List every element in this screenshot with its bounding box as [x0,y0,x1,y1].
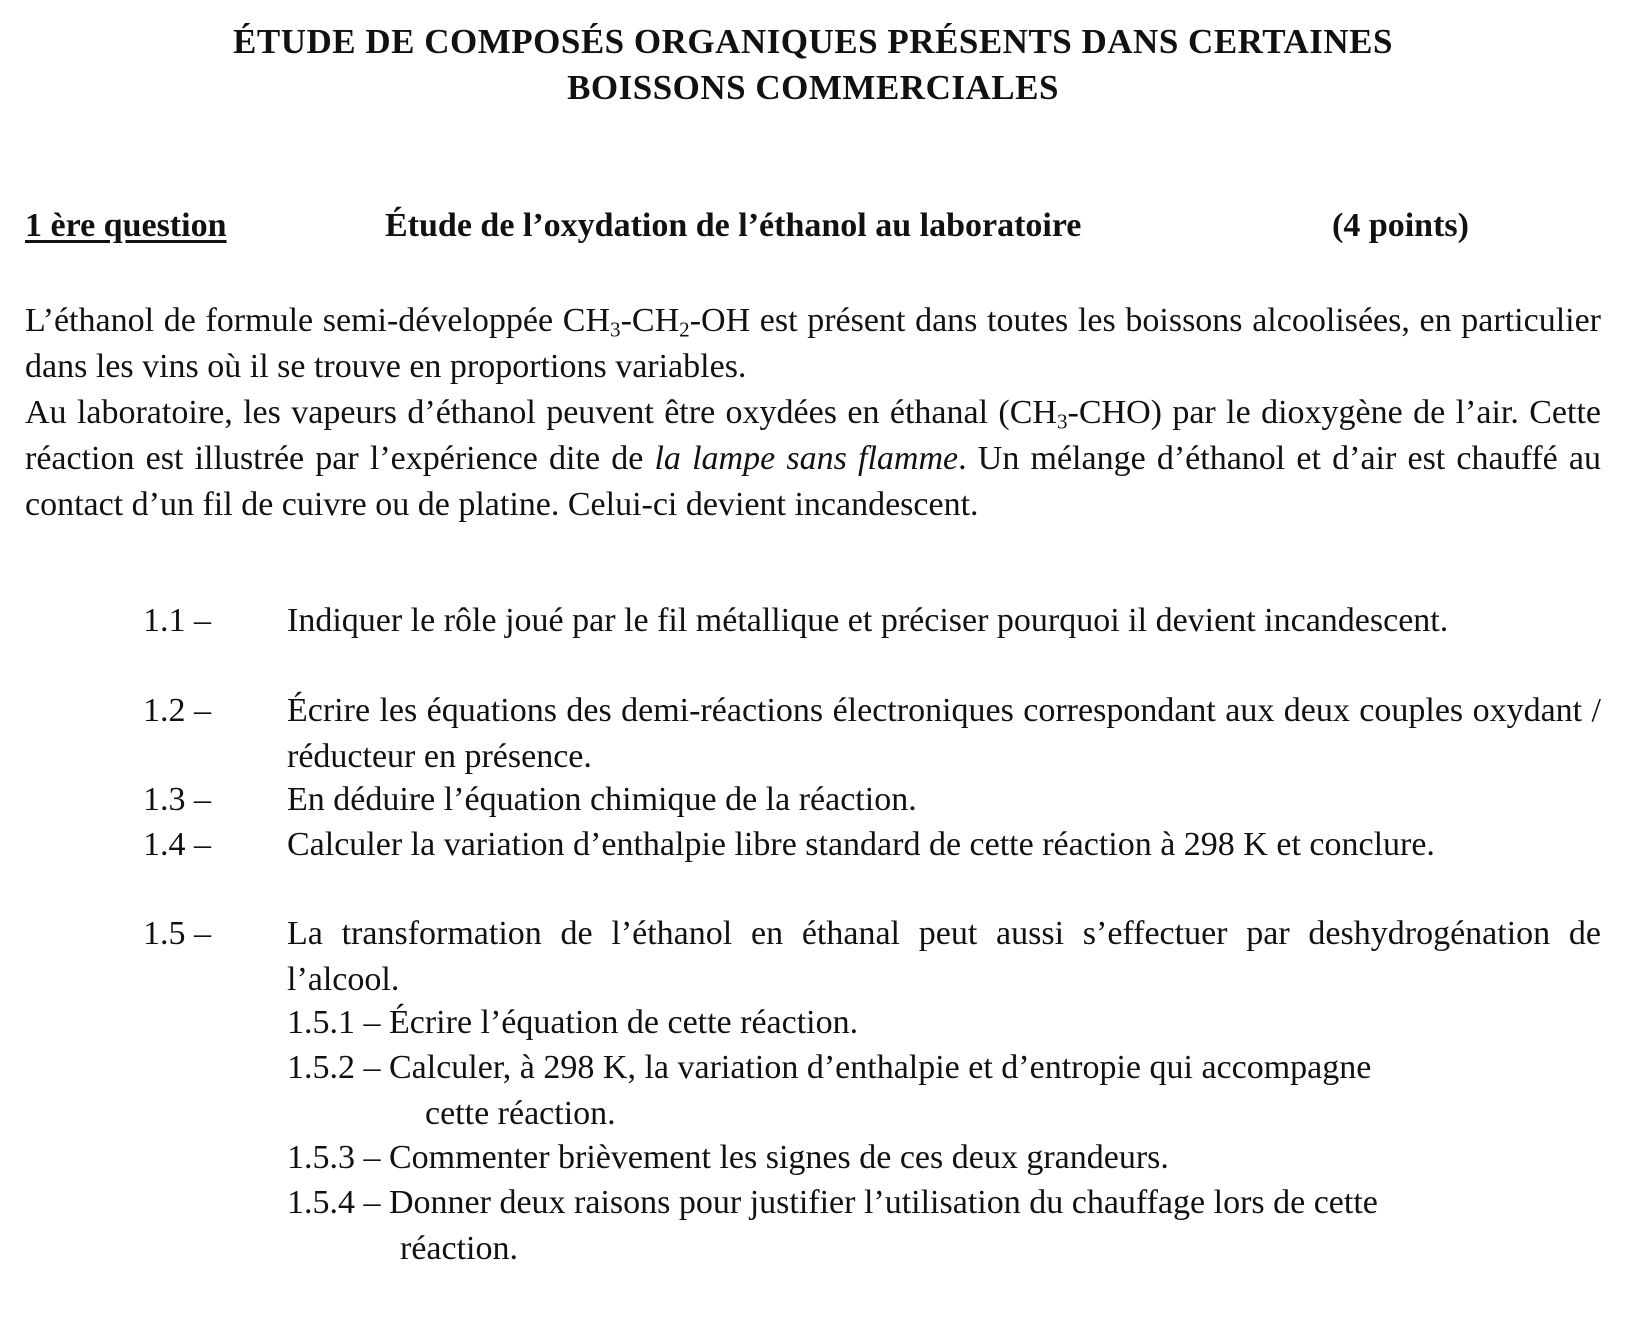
intro-p2-italic-phrase: la lampe sans flamme [654,440,959,477]
sub-item-text: 1.5.4 – Donner deux raisons pour justifier l’utilisation du chauffage lors de cette [287,1184,1378,1221]
sub-item-text: 1.5.3 – Commenter brièvement les signes de ces deux grandeurs. [287,1139,1169,1176]
item-text: Calculer la variation d’enthalpie libre standard de cette réaction à 298 K et conclure. [287,826,1435,863]
sub-item-text: 1.5.2 – Calculer, à 298 K, la variation d’enthalpie et d’entropie qui accompagne [287,1049,1372,1086]
intro-p1-subscript-2: 2 [679,317,690,342]
intro-p1-part-a: L’éthanol de formule semi-développée CH [25,302,611,339]
sub-item-continuation: cette réaction. [425,1095,616,1132]
question-points: (4 points) [1332,207,1469,244]
sub-item-text: 1.5.1 – Écrire l’équation de cette réaction. [287,1004,859,1041]
item-number: 1.5 – [143,915,211,952]
item-number: 1.1 – [143,602,211,639]
document-title-line1: ÉTUDE DE COMPOSÉS ORGANIQUES PRÉSENTS DANS CERTAINES [233,22,1393,61]
intro-paragraph-1 [25,298,1601,390]
sub-item-continuation: réaction. [400,1230,518,1267]
sub-list-item [287,1135,1601,1181]
intro-p2-subscript-1: 3 [1056,409,1068,434]
intro-p1-subscript-1: 3 [610,317,621,342]
item-text: La transformation de l’éthanol en éthanal peut aussi s’effectuer par deshydrogénation de l’alcool. [287,915,1601,998]
item-text: Écrire les équations des demi-réactions électroniques correspondant aux deux couples oxydant / réducteur en présence. [287,692,1601,775]
sub-list-item [287,1045,1601,1132]
question-number: 1 ère question [25,207,227,244]
sub-list-item [287,1000,1601,1046]
item-number: 1.3 – [143,781,211,818]
document-title-line2: BOISSONS COMMERCIALES [567,68,1059,107]
intro-paragraph-2 [25,390,1601,528]
intro-p1-part-c: -OH est présent dans toutes les boissons alcoolisées, en particulier dans les vins où il se trouve en proportions variables. [25,302,1601,385]
intro-p2-part-a: Au laboratoire, les vapeurs d’éthanol peuvent être oxydées en éthanal (CH [25,394,1057,431]
intro-p1-part-b: -CH [620,302,680,339]
item-number: 1.4 – [143,826,211,863]
intro-p2-part-c: . Un mélange d’éthanol et d’air est chauffé au contact d’un fil de cuivre ou de platine. Celui-ci devient incandescent. [25,440,1602,523]
item-text: Indiquer le rôle joué par le fil métallique et préciser pourquoi il devient incandescent. [287,602,1449,639]
item-number: 1.2 – [143,692,211,729]
intro-p2-part-b: -CHO) par le dioxygène de l’air. Cette réaction est illustrée par l’expérience dite de [25,394,1601,477]
question-title: Étude de l’oxydation de l’éthanol au laboratoire [385,207,1082,244]
sub-list-item [287,1180,1601,1267]
item-text: En déduire l’équation chimique de la réaction. [287,781,917,818]
